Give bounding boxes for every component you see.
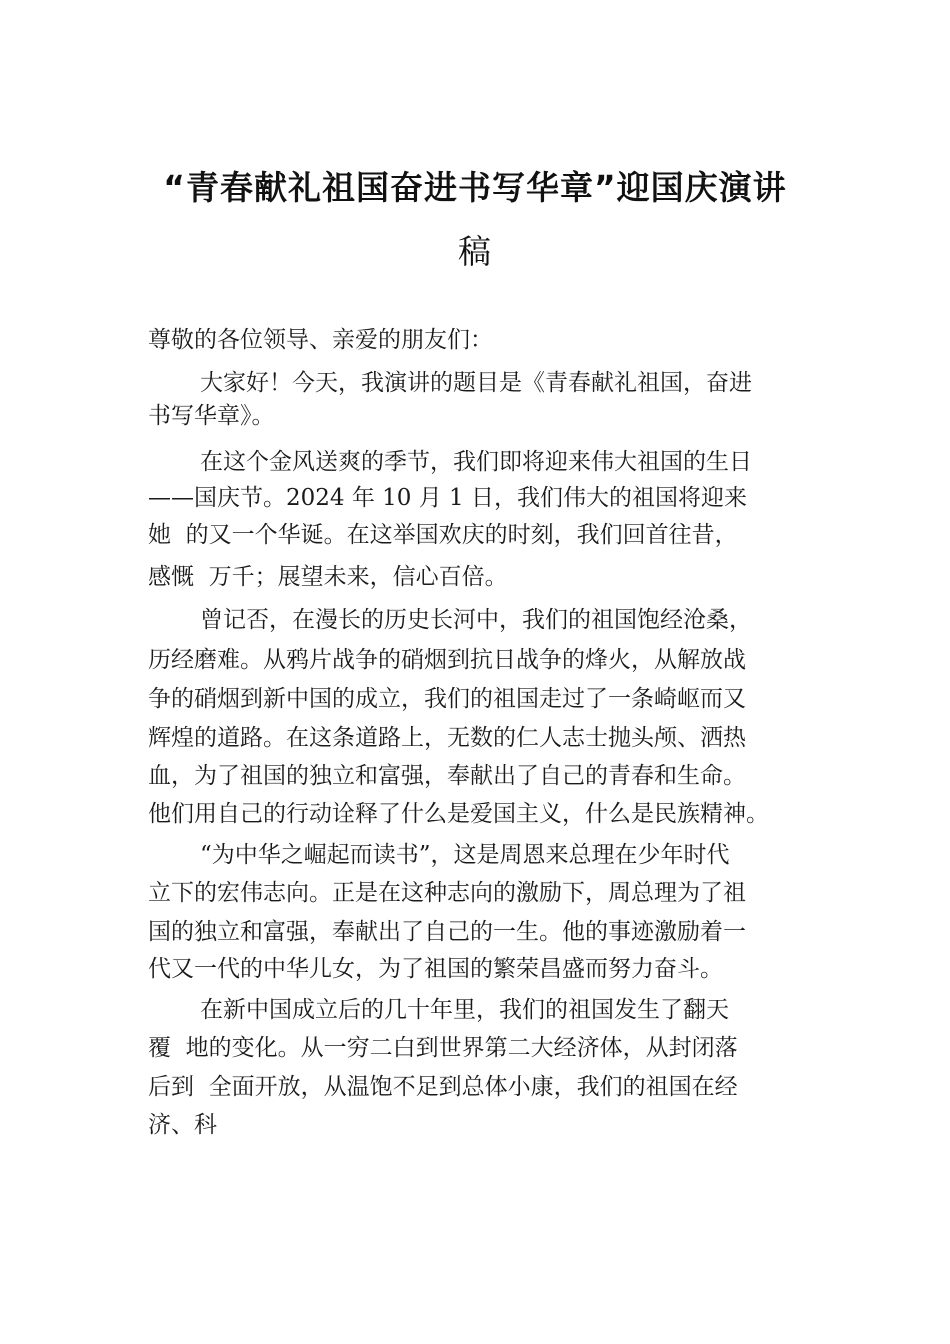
paragraph-2-line: 感慨 万千；展望未来，信心百倍。	[148, 564, 508, 590]
paragraph-4-line: 代又一代的中华儿女，为了祖国的繁荣昌盛而努力奋斗。	[148, 956, 723, 982]
paragraph-4-line: “为中华之崛起而读书”，这是周恩来总理在少年时代	[200, 842, 730, 868]
paragraph-4-line: 国的独立和富强，奉献出了自己的一生。他的事迹激励着一	[148, 919, 746, 945]
paragraph-3-line: 争的硝烟到新中国的成立，我们的祖国走过了一条崎岖而又	[148, 686, 746, 712]
paragraph-5-line: 济、科	[148, 1112, 217, 1138]
paragraph-1-line: 大家好！今天，我演讲的题目是《青春献礼祖国，奋进	[200, 370, 752, 396]
paragraph-1-line: 书写华章》。	[148, 403, 275, 429]
paragraph-5-line: 覆 地的变化。从一穷二白到世界第二大经济体，从封闭落	[148, 1035, 738, 1061]
paragraph-2-line: 她 的又一个华诞。在这举国欢庆的时刻，我们回首往昔，	[148, 522, 738, 548]
salutation: 尊敬的各位领导、亲爱的朋友们：	[148, 327, 493, 353]
document-title-line-2: 稿	[458, 232, 492, 271]
paragraph-3-line: 辉煌的道路。在这条道路上，无数的仁人志士抛头颅、洒热	[148, 725, 746, 751]
paragraph-2-line: ——国庆节。2024 年 10 月 1 日，我们伟大的祖国将迎来	[148, 485, 747, 511]
paragraph-3-line: 他们用自己的行动诠释了什么是爱国主义，什么是民族精神。	[148, 801, 769, 827]
paragraph-3-line: 曾记否，在漫长的历史长河中，我们的祖国饱经沧桑，	[200, 607, 752, 633]
paragraph-5-line: 在新中国成立后的几十年里，我们的祖国发生了翻天	[200, 997, 729, 1023]
paragraph-2-line: 在这个金风送爽的季节，我们即将迎来伟大祖国的生日	[200, 449, 752, 475]
paragraph-4-line: 立下的宏伟志向。正是在这种志向的激励下，周总理为了祖	[148, 880, 746, 906]
paragraph-3-line: 历经磨难。从鸦片战争的硝烟到抗日战争的烽火，从解放战	[148, 647, 746, 673]
document-title-line-1: “青春献礼祖国奋进书写华章”迎国庆演讲	[163, 168, 787, 207]
paragraph-5-line: 后到 全面开放，从温饱不足到总体小康，我们的祖国在经	[148, 1074, 738, 1100]
paragraph-3-line: 血，为了祖国的独立和富强，奉献出了自己的青春和生命。	[148, 763, 746, 789]
